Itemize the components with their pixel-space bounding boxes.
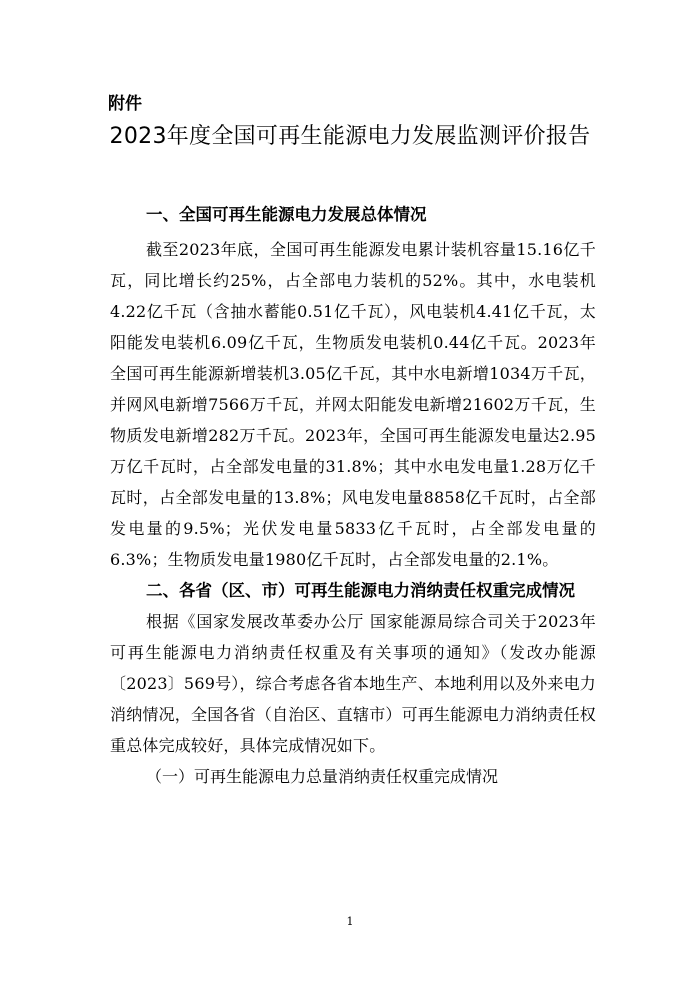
section-1-heading: 一、全国可再生能源电力发展总体情况 bbox=[146, 205, 427, 224]
document-body bbox=[110, 199, 596, 792]
page-number: 1 bbox=[346, 915, 354, 928]
section-1-paragraph: 截至2023年底，全国可再生能源发电累计装机容量15.16亿千瓦，同比增长约25%，占全部电力装机的52%。其中，水电装机4.22亿千瓦（含抽水蓄能0.51亿千瓦），风电装机4.41亿千瓦，太阳能发电装机6.09亿千瓦，生物质发电装机0.44亿千瓦。2023年全国可再生能源新增装机3.05亿千瓦，其中水电新增1034万千瓦，并网风电新增7566万千瓦，并网太阳能发电新增21602万千瓦，生物质发电新增282万千瓦。2023年，全国可再生能源发电量达2.95万亿千瓦时，占全部发电量的31.8%；其中水电发电量1.28万亿千瓦时，占全部发电量的13.8%；风电发电量8858亿千瓦时，占全部发电量的9.5%；光伏发电量5833亿千瓦时，占全部发电量的6.3%；生物质发电量1980亿千瓦时，占全部发电量的2.1%。 bbox=[110, 240, 596, 569]
page-title: 2023年度全国可再生能源电力发展监测评价报告 bbox=[109, 124, 591, 149]
section-2-subheading: （一）可再生能源电力总量消纳责任权重完成情况 bbox=[146, 767, 499, 786]
attachment-label: 附件 bbox=[108, 94, 142, 114]
section-2-heading: 二、各省（区、市）可再生能源电力消纳责任权重完成情况 bbox=[146, 581, 575, 600]
section-2-paragraph: 根据《国家发展改革委办公厅 国家能源局综合司关于2023年可再生能源电力消纳责任权重及有关事项的通知》（发改办能源〔2023〕569号），综合考虑各省本地生产、本地利用以及外来电力消纳情况，全国各省（自治区、直辖市）可再生能源电力消纳责任权重总体完成较好，具体完成情况如下。 bbox=[110, 612, 597, 755]
